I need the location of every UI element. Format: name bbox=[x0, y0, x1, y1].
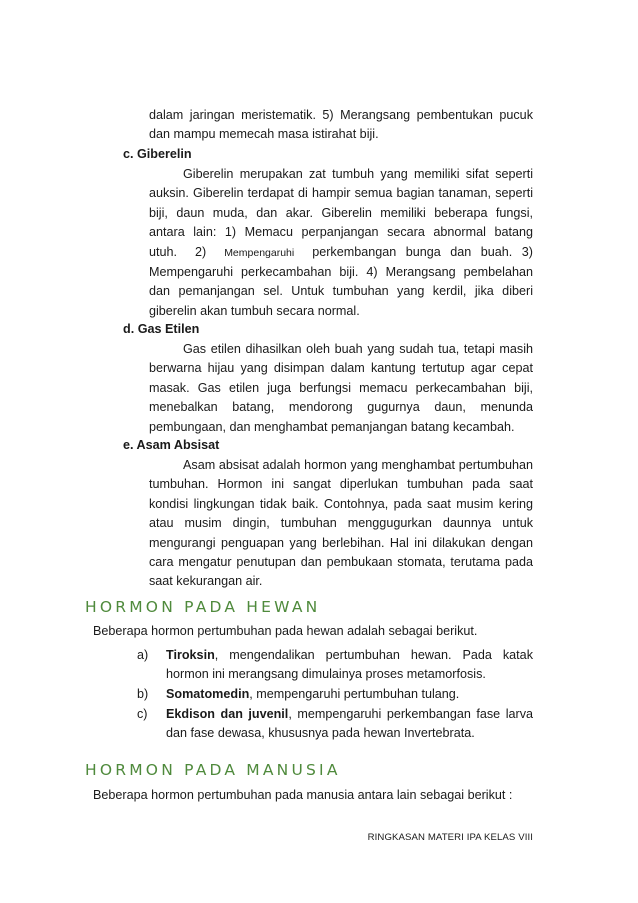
hewan-intro: Beberapa hormon pertumbuhan pada hewan adalah sebagai berikut. bbox=[93, 624, 478, 638]
title-initial: P bbox=[184, 761, 196, 779]
list-item-text bbox=[166, 685, 533, 704]
description: , mengendalikan pertumbuhan hewan. Pada katak bbox=[214, 648, 533, 662]
paragraph-line: dalam jaringan meristematik. 5) Merangsang pembentukan pucuk bbox=[149, 108, 533, 122]
section-title-hormon-pada-hewan bbox=[85, 598, 320, 616]
title-part: ORMON bbox=[99, 761, 185, 779]
paragraph-line: Gas etilen dihasilkan oleh buah yang sudah tua, tetapi masih bbox=[183, 342, 533, 356]
paragraph-line: cara mengatur penutupan dan pembukaan stomata, terutama pada bbox=[149, 555, 533, 570]
title-part: ORMON bbox=[99, 598, 185, 616]
section-heading-gas-etilen: d. Gas Etilen bbox=[123, 322, 200, 336]
paragraph-line: masak. Gas etilen juga berfungsi memacu perkecambahan biji, bbox=[149, 380, 533, 395]
paragraph-line: saat kekurangan air. bbox=[149, 574, 263, 589]
paragraph-line: biji, daun muda, dan akar. Giberelin memiliki beberapa fungsi, bbox=[149, 205, 533, 220]
paragraph-line: berwarna hijau yang disimpan dalam kantung tertutup agar cepat bbox=[149, 361, 533, 376]
list-item-text bbox=[166, 646, 533, 685]
page-footer: RINGKASAN MATERI IPA KELAS VIII bbox=[367, 832, 533, 843]
list-marker: a) bbox=[137, 648, 149, 662]
paragraph-line: Asam absisat adalah hormon yang menghambat pertumbuhan bbox=[183, 458, 533, 472]
continuation-paragraph bbox=[149, 106, 533, 145]
title-initial: H bbox=[85, 761, 100, 779]
term: Somatomedin bbox=[166, 687, 250, 701]
list-item bbox=[137, 705, 533, 745]
paragraph-line: dan pemanjangan sel. Untuk tumbuhan yang kerdil, jika diberi bbox=[149, 284, 533, 299]
paragraph-line: Mempengaruhi perkecambahan biji. 4) Merangsang pembelahan bbox=[149, 265, 533, 280]
paragraph-line bbox=[149, 243, 533, 263]
description: , mempengaruhi pertumbuhan tulang. bbox=[249, 687, 460, 701]
giberelin-paragraph bbox=[149, 165, 533, 321]
paragraph-line: antara lain: 1) Memacu perpanjangan secara abnormal batang bbox=[149, 225, 533, 240]
list-item-line bbox=[166, 646, 533, 665]
list-item-text bbox=[166, 705, 533, 744]
title-initial: H bbox=[85, 598, 100, 616]
gas-etilen-paragraph bbox=[149, 340, 533, 437]
title-part: ADA bbox=[195, 598, 247, 616]
list-marker: c) bbox=[137, 707, 148, 721]
list-marker: b) bbox=[137, 687, 149, 701]
manusia-intro: Beberapa hormon pertumbuhan pada manusia antara lain sebagai berikut : bbox=[93, 788, 513, 802]
list-item bbox=[137, 685, 533, 705]
description: , mempengaruhi perkembangan fase larva bbox=[288, 707, 534, 721]
list-item-line bbox=[166, 685, 533, 704]
paragraph-line: pembungaan, dan menghambat pemanjangan batang kecambah. bbox=[149, 419, 515, 434]
list-item bbox=[137, 646, 533, 686]
paragraph-line: kondisi lingkungan tidak baik. Contohnya, pada saat musim kering bbox=[149, 496, 533, 511]
text-fragment: perkembangan bunga dan buah. 3) bbox=[312, 244, 533, 259]
title-initial: P bbox=[184, 598, 196, 616]
term: Tiroksin bbox=[166, 648, 215, 662]
section-heading-giberelin: c. Giberelin bbox=[123, 147, 192, 161]
list-item-line bbox=[166, 705, 533, 724]
text-fragment-small: Mempengaruhi bbox=[224, 246, 295, 259]
title-part: ANUSIA bbox=[262, 761, 341, 779]
paragraph-line: auksin. Giberelin terdapat di hampir semua bagian tanaman, seperti bbox=[149, 186, 533, 201]
paragraph-line: mengurangi penguapan yang berlebihan. Hal ini dilakukan dengan bbox=[149, 535, 533, 550]
list-item-line: hormon ini merangsang dimulainya proses metamorfosis. bbox=[166, 667, 486, 682]
section-title-hormon-pada-manusia bbox=[85, 761, 341, 779]
paragraph-line: atau musim dingin, tumbuhan menggugurkan daunnya untuk bbox=[149, 516, 533, 531]
title-initial: M bbox=[246, 761, 263, 779]
title-part: ADA bbox=[195, 761, 247, 779]
section-heading-asam-absisat: e. Asam Absisat bbox=[123, 438, 220, 452]
list-item-line: dan fase dewasa, khususnya pada hewan Invertebrata. bbox=[166, 726, 475, 741]
title-initial: H bbox=[246, 598, 262, 616]
paragraph-line: dan mampu memecah masa istirahat biji. bbox=[149, 127, 379, 142]
paragraph-line: giberelin akan tumbuh secara normal. bbox=[149, 303, 360, 318]
paragraph-line: Giberelin merupakan zat tumbuh yang memiliki sifat seperti bbox=[183, 167, 533, 181]
text-fragment: utuh. bbox=[149, 244, 178, 259]
term: Ekdison dan juvenil bbox=[166, 707, 289, 721]
title-part: EWAN bbox=[261, 598, 321, 616]
paragraph-line: menebalkan batang, mendorong gugurnya daun, menunda bbox=[149, 400, 533, 415]
text-fragment: 2) bbox=[195, 244, 207, 259]
asam-absisat-paragraph bbox=[149, 456, 533, 592]
paragraph-line: tumbuhan. Hormon ini sangat diperlukan tumbuhan pada saat bbox=[149, 477, 533, 492]
